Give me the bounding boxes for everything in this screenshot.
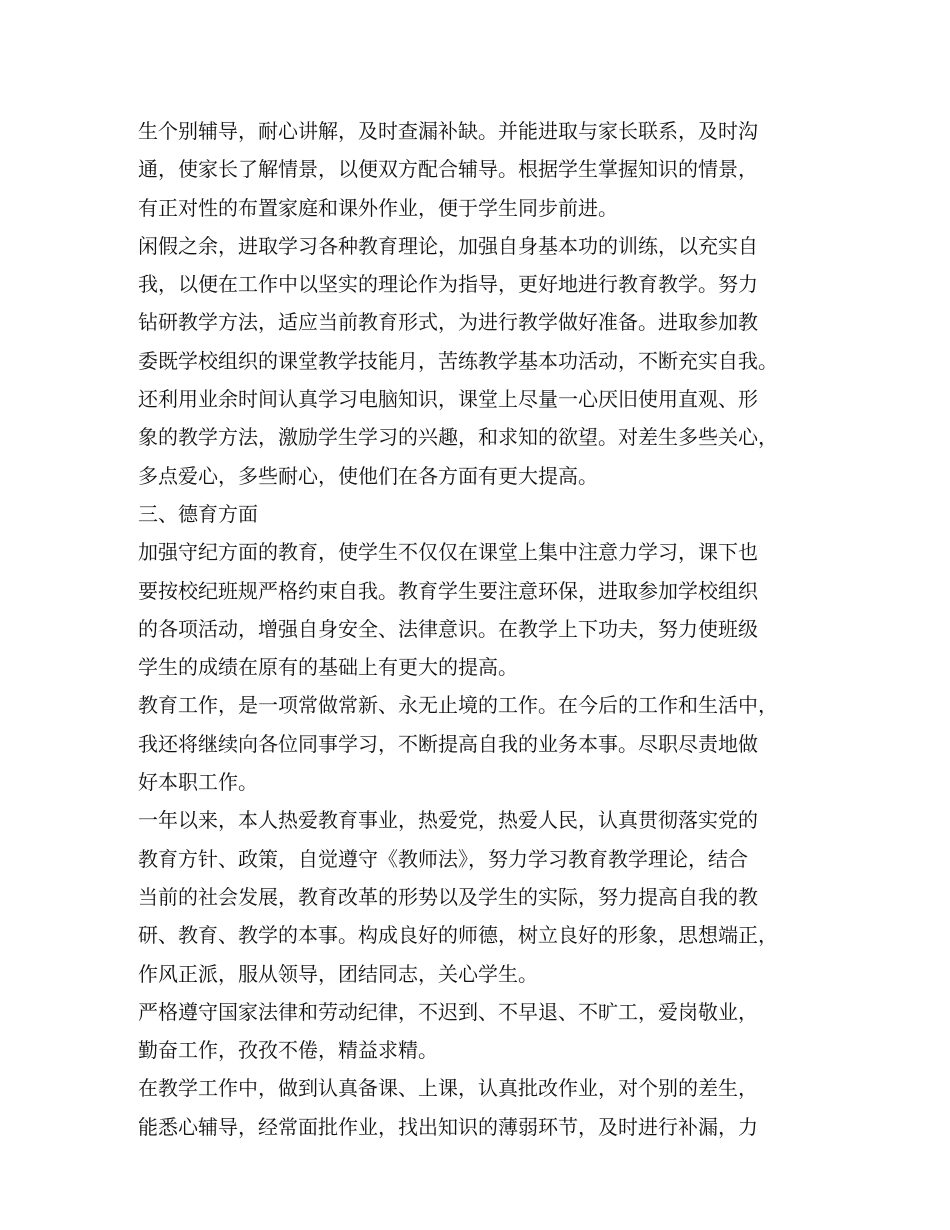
text-line: 生个别辅导，耐心讲解，及时查漏补缺。并能进取与家长联系，及时沟 — [138, 119, 758, 143]
text-line: 我，以便在工作中以坚实的理论作为指导，更好地进行教育教学。努力 — [138, 272, 758, 297]
text-line: 有正对性的布置家庭和课外作业，便于学生同步前进。 — [138, 195, 618, 220]
text-line: 一年以来，本人热爱教育事业，热爱党，热爱人民，认真贯彻落实党的 — [138, 808, 758, 833]
text-line: 闲假之余，进取学习各种教育理论，加强自身基本功的训练，以充实自 — [138, 233, 758, 258]
text-line: 要按校纪班规严格约束自我。教育学生要注意环保，进取参加学校组织 — [138, 578, 758, 603]
text-line: 勤奋工作，孜孜不倦，精益求精。 — [138, 1038, 438, 1063]
text-line: 象的教学方法，激励学生学习的兴趣，和求知的欲望。对差生多些关心， — [138, 425, 778, 450]
text-line: 学生的成绩在原有的基础上有更大的提高。 — [138, 655, 518, 680]
text-line: 我还将继续向各位同事学习，不断提高自我的业务本事。尽职尽责地做 — [138, 731, 758, 756]
document-body — [138, 112, 828, 1146]
text-line: 能悉心辅导，经常面批作业，找出知识的薄弱环节，及时进行补漏，力 — [138, 1114, 758, 1139]
text-line: 多点爱心，多些耐心，使他们在各方面有更大提高。 — [138, 463, 598, 488]
text-line: 教育工作，是一项常做常新、永无止境的工作。在今后的工作和生活中， — [138, 693, 778, 718]
text-line: 还利用业余时间认真学习电脑知识，课堂上尽量一心厌旧使用直观、形 — [138, 387, 758, 412]
section-heading: 三、德育方面 — [138, 501, 258, 526]
text-line: 严格遵守国家法律和劳动纪律，不迟到、不早退、不旷工，爱岗敬业， — [138, 999, 758, 1024]
text-line: 教育方针、政策，自觉遵守《教师法》，努力学习教育教学理论，结合 — [138, 846, 748, 871]
text-line: 委既学校组织的课堂教学技能月，苦练教学基本功活动，不断充实自我。 — [138, 348, 778, 373]
text-line: 通，使家长了解情景，以便双方配合辅导。根据学生掌握知识的情景， — [138, 157, 758, 182]
text-line: 好本职工作。 — [138, 770, 258, 795]
text-line: 加强守纪方面的教育，使学生不仅仅在课堂上集中注意力学习，课下也 — [138, 540, 758, 565]
text-line: 研、教育、教学的本事。构成良好的师德，树立良好的形象，思想端正， — [138, 923, 778, 948]
text-line: 钻研教学方法，适应当前教育形式，为进行教学做好准备。进取参加教 — [138, 310, 758, 335]
text-line: 作风正派，服从领导，团结同志，关心学生。 — [138, 961, 538, 986]
text-line: 当前的社会发展，教育改革的形势以及学生的实际，努力提高自我的教 — [138, 884, 758, 909]
text-line: 的各项活动，增强自身安全、法律意识。在教学上下功夫，努力使班级 — [138, 616, 758, 641]
text-line: 在教学工作中，做到认真备课、上课，认真批改作业，对个别的差生， — [138, 1076, 758, 1101]
